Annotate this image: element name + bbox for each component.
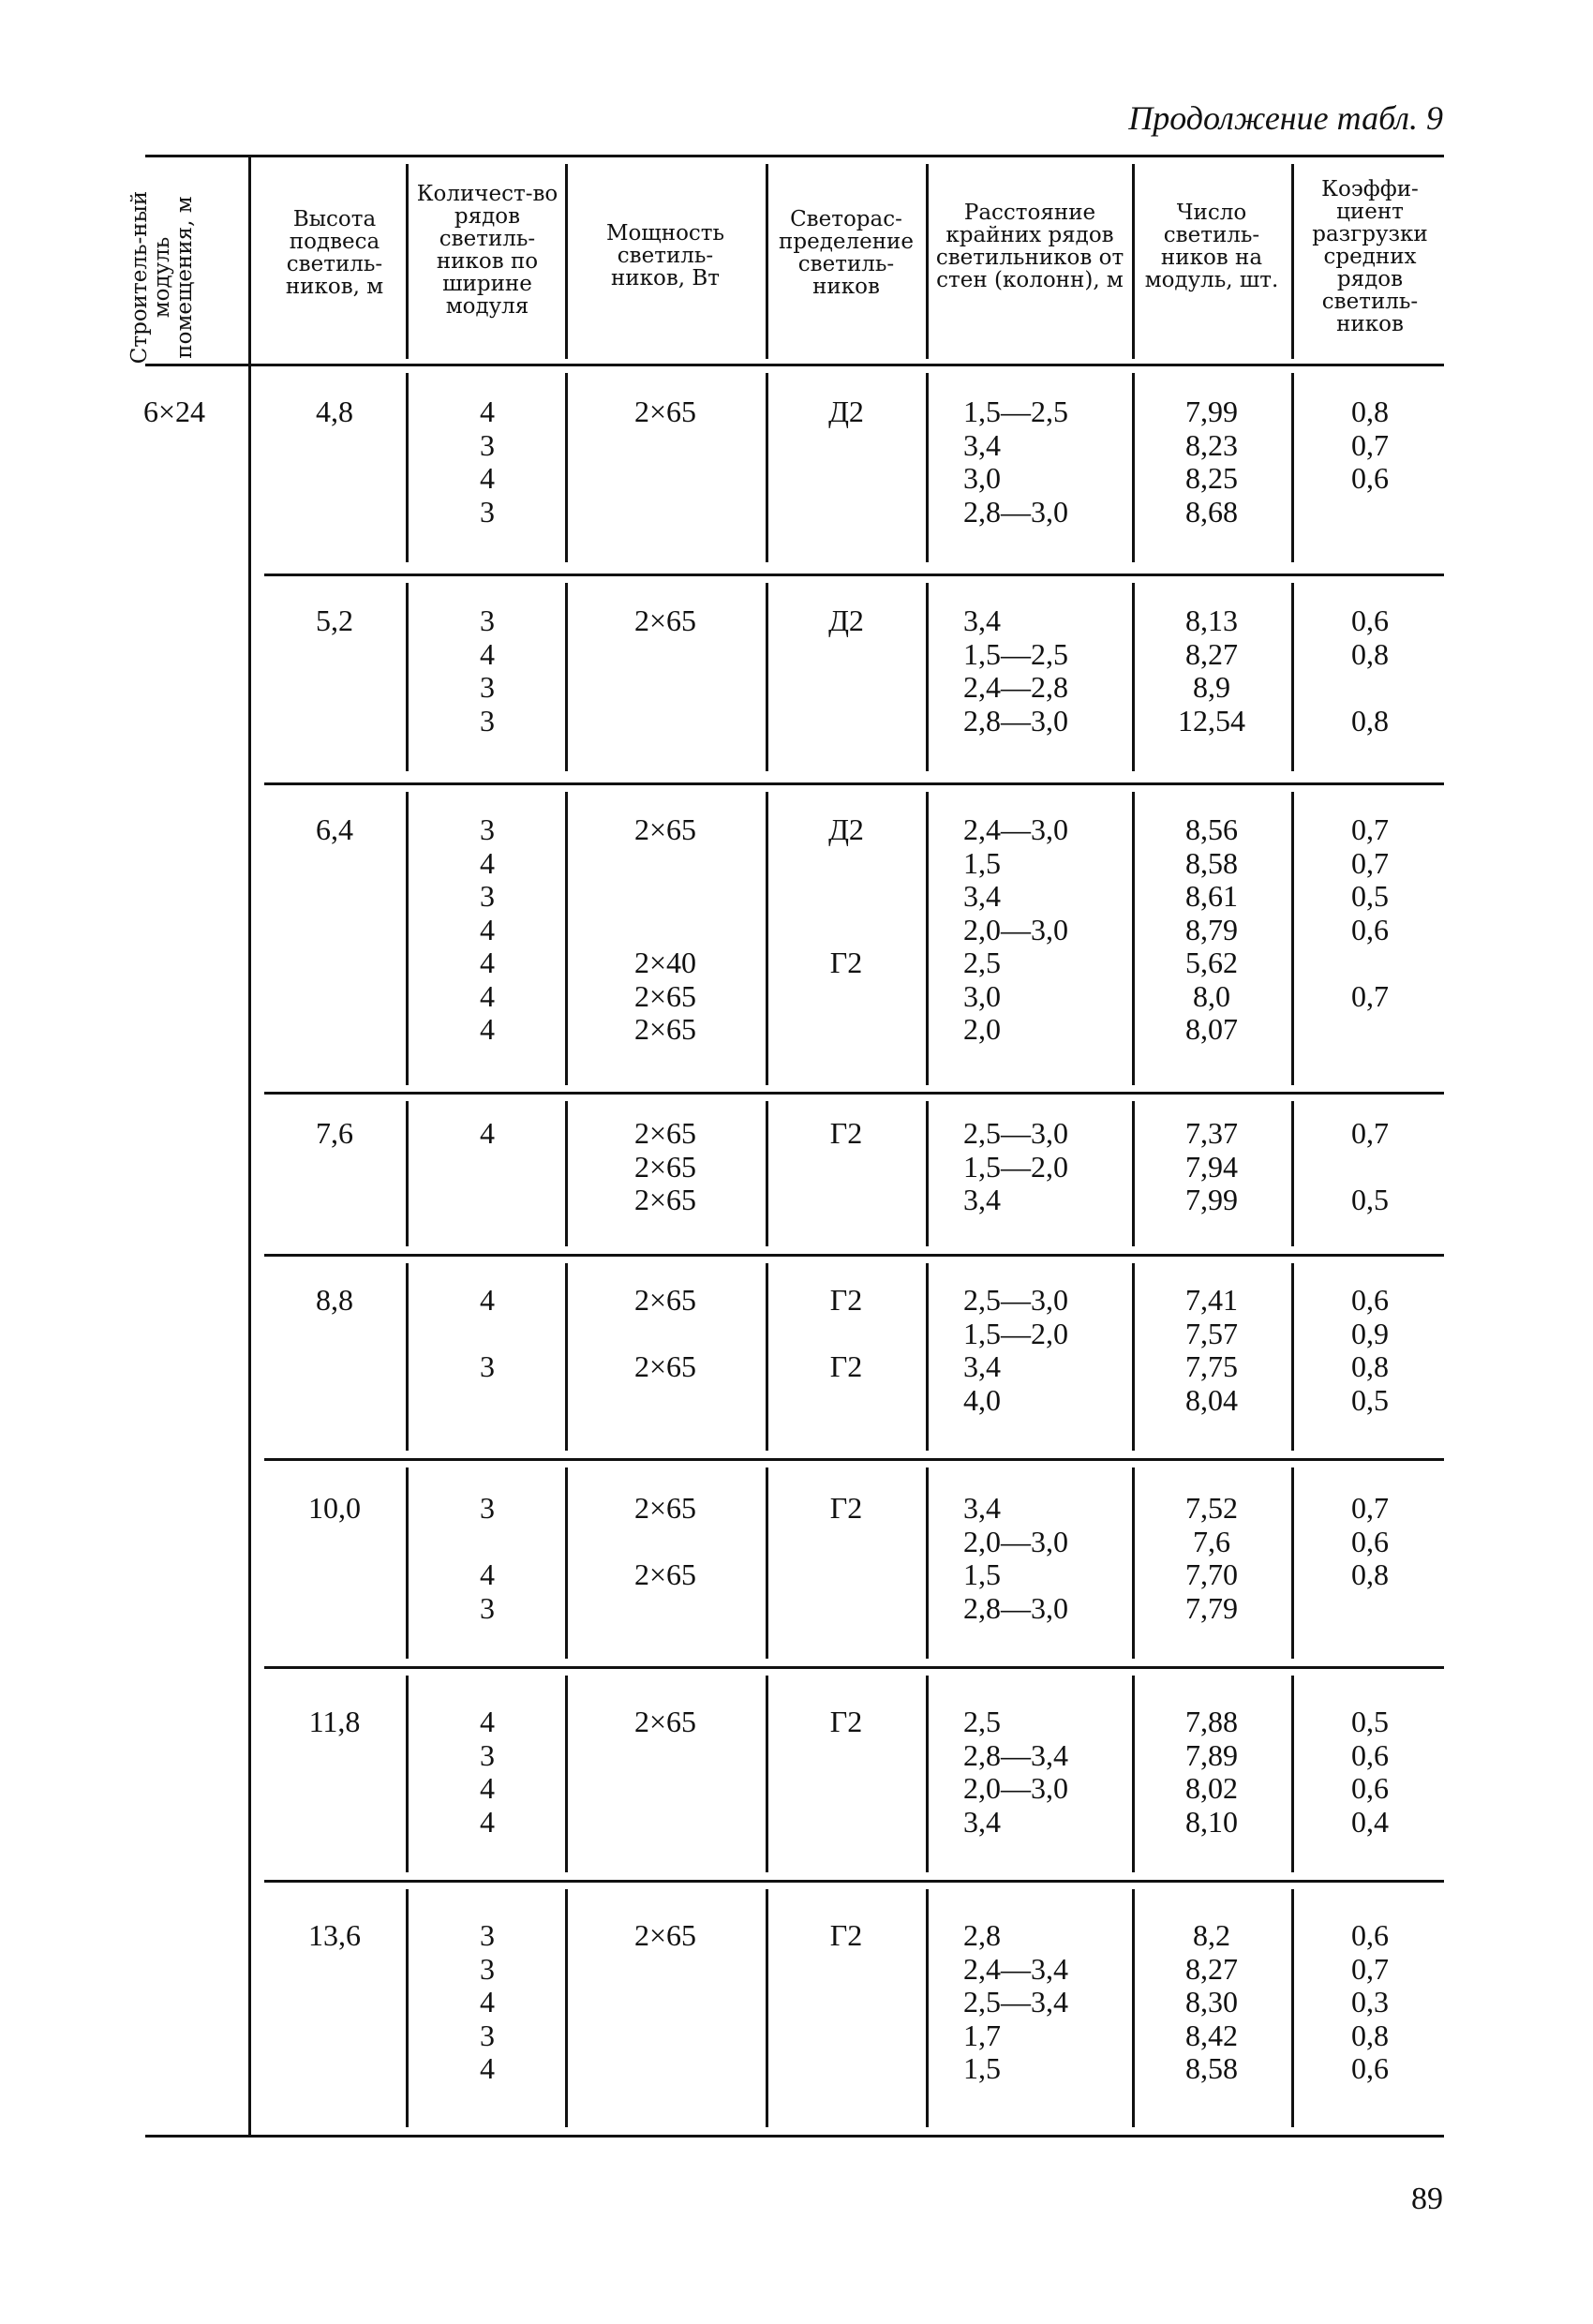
- body-column-rule: [1132, 1676, 1135, 1872]
- table-cell-count: 8,25: [1185, 461, 1238, 495]
- table-cell-coefficient: 0,8: [1351, 1557, 1389, 1591]
- table-cell-rows: 4: [480, 461, 495, 495]
- table-cell-distribution: Г2: [829, 1918, 863, 1952]
- group-separator-rule: [264, 782, 1444, 785]
- table-cell-power: 2×65: [633, 1183, 697, 1216]
- table-cell-coefficient: 0,7: [1351, 845, 1389, 880]
- body-column-rule: [565, 1101, 568, 1246]
- table-cell-height: 13,6: [308, 1918, 361, 1952]
- table-cell-height: 8,8: [316, 1283, 353, 1317]
- table-cell-distance: 3,0: [963, 461, 1001, 495]
- table-cell-distribution: Г2: [829, 1283, 863, 1317]
- body-column-rule: [406, 373, 409, 562]
- table-cell-count: 8,58: [1185, 845, 1238, 880]
- group-separator-rule: [264, 1092, 1444, 1095]
- table-cell-distance: 2,5: [963, 1705, 1001, 1738]
- table-cell-distance: 3,4: [963, 1804, 1001, 1839]
- table-cell-power: 2×65: [633, 1491, 697, 1525]
- table-cell-power: 2×65: [633, 1116, 697, 1150]
- table-cell-rows: 4: [480, 2051, 495, 2085]
- table-cell-distribution: Г2: [829, 1349, 863, 1383]
- table-cell-count: 7,89: [1185, 1737, 1238, 1772]
- table-cell-distance: 3,0: [963, 978, 1001, 1013]
- table-cell-rows: 3: [480, 812, 495, 846]
- table-cell-coefficient: 0,6: [1351, 1771, 1389, 1805]
- table-cell-rows: 3: [480, 1737, 495, 1772]
- body-column-rule: [565, 583, 568, 771]
- body-column-rule: [406, 792, 409, 1085]
- header-height: Высота подвеса светиль-ников, м: [285, 207, 384, 299]
- table-caption: Продолжение табл. 9: [1128, 99, 1443, 137]
- table-cell-distance: 2,4—2,8: [963, 670, 1068, 704]
- table-cell-distribution: Д2: [828, 603, 864, 637]
- table-cell-count: 8,23: [1185, 427, 1238, 462]
- table-cell-distance: 1,5—2,0: [963, 1316, 1068, 1350]
- table-cell-count: 8,61: [1185, 879, 1238, 913]
- table-cell-coefficient: 0,8: [1351, 1349, 1389, 1383]
- table-cell-count: 8,0: [1193, 978, 1230, 1013]
- header-column-rule: [1132, 164, 1135, 359]
- group-separator-rule: [264, 1458, 1444, 1461]
- table-cell-count: 8,56: [1185, 812, 1238, 846]
- table-cell-coefficient: 0,6: [1351, 603, 1389, 637]
- table-cell-distance: 2,5: [963, 946, 1001, 979]
- table-cell-distance: 1,5—2,5: [963, 395, 1068, 428]
- body-column-rule: [766, 792, 768, 1085]
- body-column-rule: [1132, 1101, 1135, 1246]
- table-cell-power: 2×65: [633, 1283, 697, 1317]
- table-cell-rows: 3: [480, 427, 495, 462]
- table-cell-count: 8,27: [1185, 636, 1238, 671]
- table-cell-distance: 1,5: [963, 2051, 1001, 2085]
- body-column-rule: [1291, 583, 1294, 771]
- body-column-rule: [766, 1889, 768, 2127]
- table-cell-rows: 3: [480, 703, 495, 737]
- table-cell-distribution: Г2: [829, 1116, 863, 1150]
- table-cell-count: 8,9: [1193, 670, 1230, 704]
- table-cell-distance: 2,0—3,0: [963, 1524, 1068, 1558]
- table-cell-count: 7,99: [1185, 1183, 1238, 1216]
- table-cell-distance: 3,4: [963, 427, 1001, 462]
- header-coefficient: Коэффи-циент разгрузки средних рядов светиль-ников: [1312, 177, 1428, 336]
- table-cell-count: 8,30: [1185, 1985, 1238, 2019]
- header-column-rule: [1291, 164, 1294, 359]
- body-column-rule: [1291, 1676, 1294, 1872]
- body-column-rule: [406, 1101, 409, 1246]
- table-cell-distribution: Д2: [828, 812, 864, 846]
- table-cell-rows: 4: [480, 1557, 495, 1591]
- table-cell-rows: 4: [480, 1116, 495, 1150]
- table-cell-rows: 4: [480, 636, 495, 671]
- table-cell-coefficient: 0,7: [1351, 1116, 1389, 1150]
- table-cell-coefficient: 0,6: [1351, 2051, 1389, 2085]
- table-cell-count: 8,68: [1185, 494, 1238, 529]
- table-cell-distance: 1,5—2,0: [963, 1149, 1068, 1184]
- table-cell-count: 8,07: [1185, 1012, 1238, 1046]
- table-cell-coefficient: 0,6: [1351, 461, 1389, 495]
- body-column-rule: [1132, 1263, 1135, 1451]
- table-cell-count: 8,04: [1185, 1382, 1238, 1417]
- table-cell-coefficient: 0,7: [1351, 812, 1389, 846]
- table-cell-rows: 4: [480, 395, 495, 428]
- group-separator-rule: [264, 574, 1444, 576]
- table-cell-distance: 2,0—3,0: [963, 912, 1068, 946]
- table-cell-rows: 4: [480, 1804, 495, 1839]
- table-cell-coefficient: 0,7: [1351, 1951, 1389, 1986]
- table-cell-coefficient: 0,4: [1351, 1804, 1389, 1839]
- body-column-rule: [1132, 792, 1135, 1085]
- body-column-rule: [565, 1889, 568, 2127]
- table-cell-count: 7,57: [1185, 1316, 1238, 1350]
- table-cell-distance: 3,4: [963, 879, 1001, 913]
- table-cell-coefficient: 0,8: [1351, 636, 1389, 671]
- table-cell-rows: 3: [480, 1951, 495, 1986]
- module-column-rule: [248, 157, 251, 2137]
- table-cell-power: 2×65: [633, 1349, 697, 1383]
- table-cell-height: 7,6: [316, 1116, 353, 1150]
- table-cell-rows: 4: [480, 946, 495, 979]
- table-cell-distribution: Г2: [829, 1491, 863, 1525]
- table-cell-rows: 4: [480, 1012, 495, 1046]
- header-column-rule: [406, 164, 409, 359]
- table-cell-height: 5,2: [316, 603, 353, 637]
- table-cell-coefficient: 0,5: [1351, 1705, 1389, 1738]
- body-column-rule: [406, 583, 409, 771]
- body-column-rule: [565, 373, 568, 562]
- body-column-rule: [766, 373, 768, 562]
- body-column-rule: [565, 1263, 568, 1451]
- table-cell-power: 2×65: [633, 812, 697, 846]
- table-cell-coefficient: 0,5: [1351, 1183, 1389, 1216]
- table-cell-rows: 3: [480, 1491, 495, 1525]
- table-top-rule: [145, 155, 1444, 157]
- table-cell-distance: 2,4—3,0: [963, 812, 1068, 846]
- table-cell-count: 7,75: [1185, 1349, 1238, 1383]
- table-cell-rows: 3: [480, 1349, 495, 1383]
- table-cell-count: 8,10: [1185, 1804, 1238, 1839]
- table-cell-distance: 2,5—3,0: [963, 1116, 1068, 1150]
- table-cell-coefficient: 0,7: [1351, 1491, 1389, 1525]
- body-column-rule: [1291, 1263, 1294, 1451]
- table-cell-distance: 3,4: [963, 1349, 1001, 1383]
- table-cell-distance: 1,7: [963, 2018, 1001, 2052]
- table-cell-count: 8,2: [1193, 1918, 1230, 1952]
- table-cell-distance: 3,4: [963, 603, 1001, 637]
- group-separator-rule: [264, 1880, 1444, 1883]
- table-cell-count: 7,52: [1185, 1491, 1238, 1525]
- table-cell-count: 7,6: [1193, 1524, 1230, 1558]
- body-column-rule: [766, 1467, 768, 1659]
- header-column-rule: [926, 164, 929, 359]
- body-column-rule: [565, 1676, 568, 1872]
- table-cell-distribution: Г2: [829, 1705, 863, 1738]
- group-separator-rule: [264, 1254, 1444, 1257]
- table-cell-coefficient: 0,5: [1351, 879, 1389, 913]
- body-column-rule: [406, 1889, 409, 2127]
- body-column-rule: [926, 792, 929, 1085]
- table-cell-coefficient: 0,5: [1351, 1382, 1389, 1417]
- table-cell-distance: 3,4: [963, 1183, 1001, 1216]
- table-cell-count: 8,13: [1185, 603, 1238, 637]
- body-column-rule: [1291, 792, 1294, 1085]
- table-cell-coefficient: 0,8: [1351, 395, 1389, 428]
- header-count: Число светиль-ников на модуль, шт.: [1144, 201, 1279, 292]
- table-cell-distance: 2,8—3,0: [963, 494, 1068, 529]
- body-column-rule: [1132, 583, 1135, 771]
- table-cell-distance: 2,8—3,0: [963, 1590, 1068, 1625]
- table-cell-distance: 1,5—2,5: [963, 636, 1068, 671]
- table-cell-rows: 3: [480, 494, 495, 529]
- body-column-rule: [406, 1676, 409, 1872]
- table-cell-power: 2×65: [633, 1918, 697, 1952]
- body-column-rule: [1291, 1467, 1294, 1659]
- table-cell-rows: 4: [480, 845, 495, 880]
- table-cell-height: 11,8: [308, 1705, 361, 1738]
- header-module-label: Строитель-ный модуль помещения, м: [127, 190, 197, 365]
- table-cell-distance: 2,8—3,4: [963, 1737, 1068, 1772]
- table-cell-count: 7,99: [1185, 395, 1238, 428]
- table-cell-rows: 3: [480, 670, 495, 704]
- table-cell-power: 2×65: [633, 395, 697, 428]
- module-value: 6×24: [143, 395, 206, 428]
- body-column-rule: [1132, 1467, 1135, 1659]
- header-power: Мощность светиль-ников, Вт: [605, 221, 725, 290]
- table-cell-rows: 4: [480, 978, 495, 1013]
- body-column-rule: [766, 583, 768, 771]
- table-cell-coefficient: 0,6: [1351, 912, 1389, 946]
- table-cell-count: 8,42: [1185, 2018, 1238, 2052]
- body-column-rule: [926, 1101, 929, 1246]
- table-cell-coefficient: 0,8: [1351, 703, 1389, 737]
- table-cell-power: 2×40: [633, 946, 697, 979]
- table-cell-coefficient: 0,6: [1351, 1524, 1389, 1558]
- table-cell-coefficient: 0,6: [1351, 1918, 1389, 1952]
- table-cell-coefficient: 0,8: [1351, 2018, 1389, 2052]
- body-column-rule: [565, 792, 568, 1085]
- header-column-rule: [565, 164, 568, 359]
- table-cell-distance: 3,4: [963, 1491, 1001, 1525]
- body-column-rule: [1132, 1889, 1135, 2127]
- header-module: [127, 157, 197, 365]
- table-cell-distance: 2,4—3,4: [963, 1951, 1068, 1986]
- table-cell-rows: 4: [480, 1985, 495, 2019]
- table-cell-count: 7,94: [1185, 1149, 1238, 1184]
- table-cell-rows: 4: [480, 912, 495, 946]
- body-column-rule: [926, 1467, 929, 1659]
- table-cell-coefficient: 0,6: [1351, 1283, 1389, 1317]
- table-cell-coefficient: 0,9: [1351, 1316, 1389, 1350]
- header-distribution: Светорас-пределение светиль-ников: [779, 207, 914, 299]
- header-distance: Расстояние крайних рядов светильников от стен (колонн), м: [935, 201, 1124, 292]
- table-cell-rows: 3: [480, 603, 495, 637]
- table-cell-coefficient: 0,6: [1351, 1737, 1389, 1772]
- table-cell-distance: 1,5: [963, 845, 1001, 880]
- body-column-rule: [926, 1676, 929, 1872]
- table-cell-count: 7,79: [1185, 1590, 1238, 1625]
- table-cell-rows: 4: [480, 1283, 495, 1317]
- table-cell-distance: 2,8: [963, 1918, 1001, 1952]
- body-column-rule: [1291, 373, 1294, 562]
- table-cell-power: 2×65: [633, 603, 697, 637]
- table-cell-coefficient: 0,7: [1351, 427, 1389, 462]
- table-cell-distance: 2,0: [963, 1012, 1001, 1046]
- table-cell-count: 8,27: [1185, 1951, 1238, 1986]
- table-cell-power: 2×65: [633, 1149, 697, 1184]
- header-column-rule: [766, 164, 768, 359]
- body-column-rule: [1132, 373, 1135, 562]
- body-column-rule: [1291, 1101, 1294, 1246]
- table-cell-power: 2×65: [633, 1557, 697, 1591]
- table-cell-power: 2×65: [633, 1012, 697, 1046]
- body-column-rule: [926, 1889, 929, 2127]
- table-cell-rows: 3: [480, 879, 495, 913]
- table-cell-rows: 3: [480, 1590, 495, 1625]
- table-cell-distribution: Д2: [828, 395, 864, 428]
- table-cell-count: 7,70: [1185, 1557, 1238, 1591]
- table-cell-rows: 3: [480, 2018, 495, 2052]
- body-column-rule: [926, 373, 929, 562]
- table-cell-coefficient: 0,3: [1351, 1985, 1389, 2019]
- body-column-rule: [565, 1467, 568, 1659]
- body-column-rule: [926, 1263, 929, 1451]
- table-cell-count: 5,62: [1185, 946, 1238, 979]
- table-cell-height: 10,0: [308, 1491, 361, 1525]
- table-cell-count: 8,79: [1185, 912, 1238, 946]
- table-cell-rows: 3: [480, 1918, 495, 1952]
- table-cell-count: 7,88: [1185, 1705, 1238, 1738]
- table-bottom-rule: [145, 2135, 1444, 2138]
- body-column-rule: [406, 1263, 409, 1451]
- table-cell-height: 4,8: [316, 395, 353, 428]
- table-cell-count: 8,58: [1185, 2051, 1238, 2085]
- body-column-rule: [766, 1676, 768, 1872]
- header-rows: Количест-во рядов светиль-ников по ширине модуля: [416, 182, 558, 319]
- table-cell-power: 2×65: [633, 1705, 697, 1738]
- table-cell-count: 7,37: [1185, 1116, 1238, 1150]
- body-column-rule: [406, 1467, 409, 1659]
- table-cell-distance: 1,5: [963, 1557, 1001, 1591]
- group-separator-rule: [264, 1666, 1444, 1669]
- table-cell-distance: 2,8—3,0: [963, 703, 1068, 737]
- table-cell-coefficient: 0,7: [1351, 978, 1389, 1013]
- table-cell-count: 8,02: [1185, 1771, 1238, 1805]
- table-cell-count: 12,54: [1178, 703, 1245, 737]
- body-column-rule: [1291, 1889, 1294, 2127]
- table-cell-rows: 4: [480, 1705, 495, 1738]
- body-column-rule: [766, 1101, 768, 1246]
- table-cell-distance: 2,0—3,0: [963, 1771, 1068, 1805]
- table-cell-power: 2×65: [633, 978, 697, 1013]
- table-cell-height: 6,4: [316, 812, 353, 846]
- table-cell-rows: 4: [480, 1771, 495, 1805]
- table-cell-distance: 2,5—3,4: [963, 1985, 1068, 2019]
- page-number: 89: [1411, 2182, 1443, 2216]
- table-cell-count: 7,41: [1185, 1283, 1238, 1317]
- header-bottom-rule: [145, 364, 1444, 366]
- table-cell-distance: 2,5—3,0: [963, 1283, 1068, 1317]
- table-cell-distribution: Г2: [829, 946, 863, 979]
- body-column-rule: [926, 583, 929, 771]
- table-cell-distance: 4,0: [963, 1382, 1001, 1417]
- body-column-rule: [766, 1263, 768, 1451]
